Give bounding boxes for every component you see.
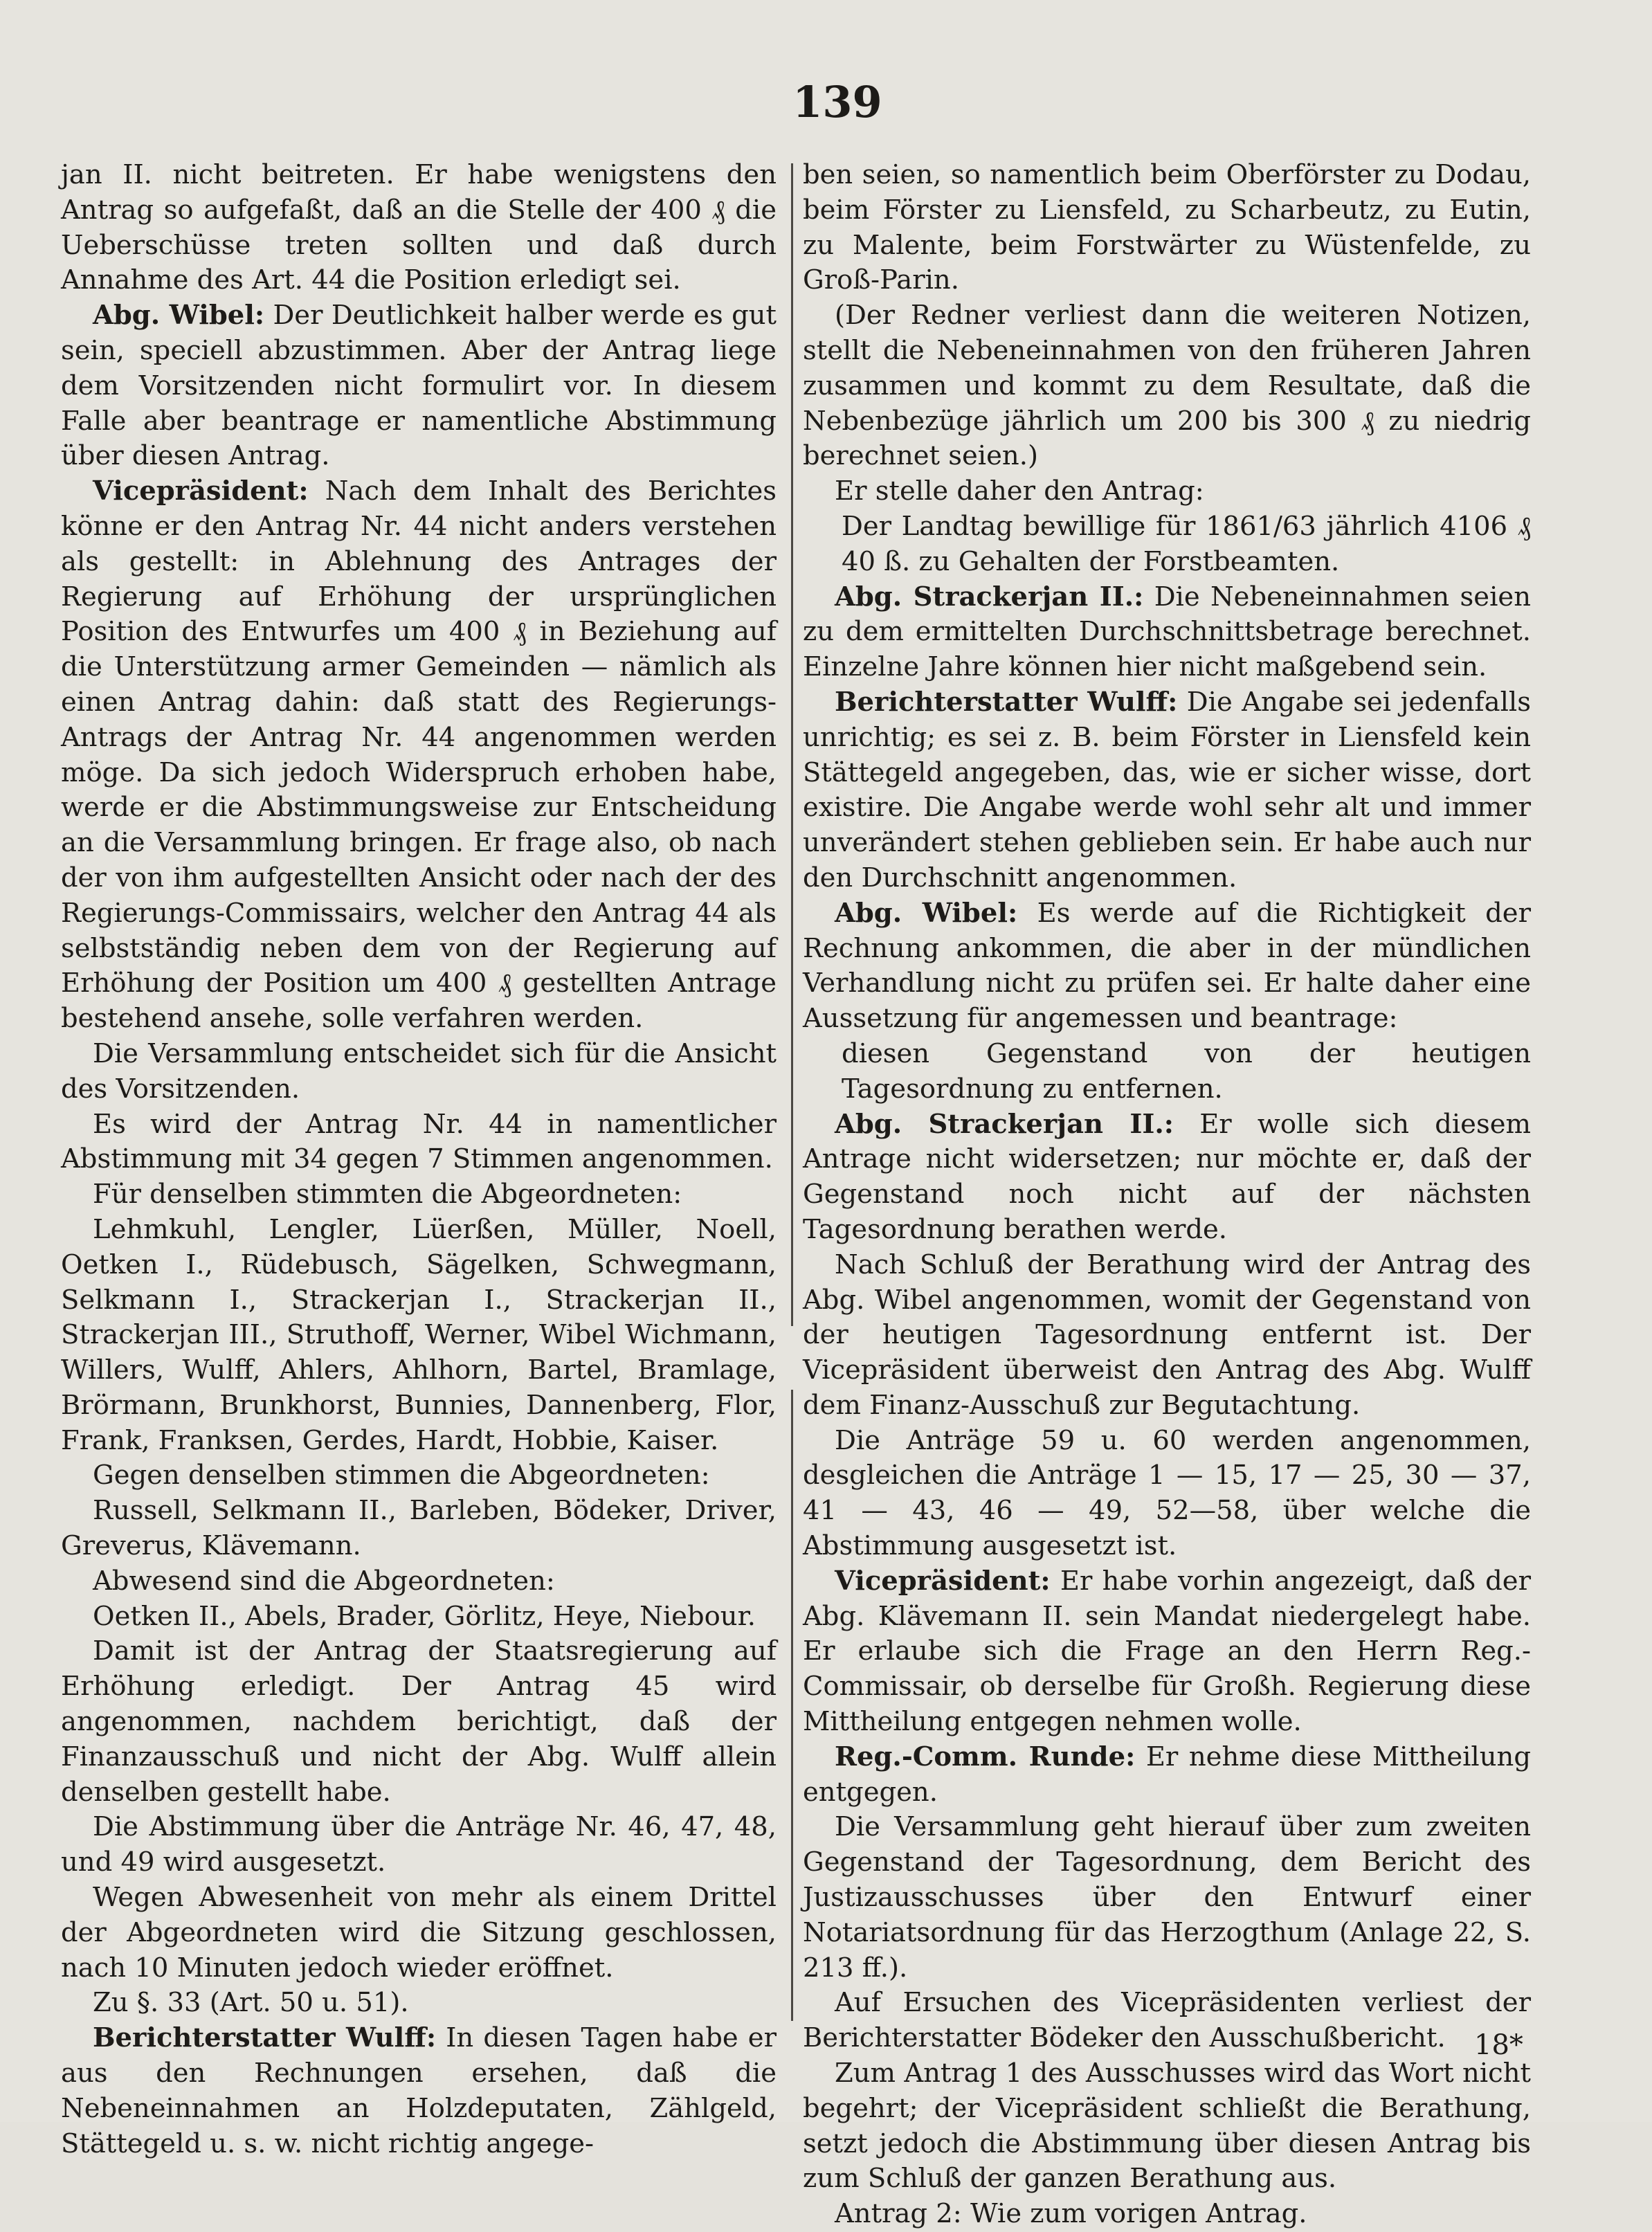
paragraph-text: Zum Antrag 1 des Ausschusses wird das Wort nicht begehrt; der Vicepräsident schließt die Berathung, setzt jedoch die Abstimmung über diesen Antrag bis zum Schluß der ganzen Berathung aus. [803, 2058, 1531, 2195]
left-column [61, 158, 777, 2161]
speaker-label: Vicepräsident: [835, 1565, 1051, 1597]
paragraph [61, 1810, 777, 1880]
paragraph-text: Er nehme diese Mittheilung entgegen. [803, 1741, 1531, 1808]
paragraph [803, 1740, 1531, 1811]
paragraph-text: Zu §. 33 (Art. 50 u. 51). [93, 1987, 409, 2019]
paragraph-text: Die Nebeneinnahmen seien zu dem ermittelten Durchschnittsbetrage berechnet. Einzelne Jahre können hier nicht maßgebend sein. [803, 581, 1531, 683]
paragraph [61, 1599, 777, 1635]
paragraph [61, 1458, 777, 1494]
paragraph-text: (Der Redner verliest dann die weiteren Notizen, stellt die Nebeneinnahmen von den früheren Jahren zusammen und kommt zu dem Resultate, daß die Nebenbezüge jährlich um 200 bis 300 ₰ zu niedrig berechnet seien.) [803, 300, 1531, 472]
paragraph-text: Er stelle daher den Antrag: [835, 475, 1204, 507]
paragraph-text: Gegen denselben stimmen die Abgeordneten: [93, 1460, 710, 1491]
paragraph-text: Wegen Abwesenheit von mehr als einem Drittel der Abgeordneten wird die Sitzung geschlossen, nach 10 Minuten jedoch wieder eröffnet. [61, 1882, 777, 1984]
paragraph [803, 896, 1531, 1037]
paragraph-text: Der Deutlichkeit halber werde es gut sein, speciell abzustimmen. Aber der Antrag liege dem Vorsitzenden nicht formulirt vor. In diesem Falle aber beantrage er namentliche Abstimmung über diesen Antrag. [61, 300, 777, 472]
paragraph [803, 1424, 1531, 1564]
column-divider [791, 163, 793, 1326]
paragraph-text: Oetken II., Abels, Brader, Görlitz, Heye, Niebour. [93, 1600, 756, 1632]
speaker-label: Abg. Wibel: [93, 300, 265, 332]
paragraph-text: Damit ist der Antrag der Staatsregierung auf Erhöhung erledigt. Der Antrag 45 wird angenommen, nachdem berichtigt, daß der Finanzausschuß und nicht der Abg. Wulff allein denselben gestellt habe. [61, 1635, 777, 1808]
paragraph [803, 685, 1531, 896]
paragraph [803, 1248, 1531, 1424]
paragraph [61, 1634, 777, 1810]
paragraph [61, 2021, 777, 2161]
paragraph-text: Russell, Selkmann II., Barleben, Bödeker, Driver, Greverus, Klävemann. [61, 1495, 777, 1562]
paragraph [803, 2056, 1531, 2197]
speaker-label: Vicepräsident: [93, 475, 309, 507]
paragraph-text: Die Angabe sei jedenfalls unrichtig; es sei z. B. beim Förster in Liensfeld kein Stättegeld angegeben, das, wie er sicher wisse, dort existire. Die Angabe werde wohl sehr alt und immer unverändert stehen geblieben sein. Er habe auch nur den Durchschnitt angenommen. [803, 686, 1531, 893]
speaker-label: Abg. Wibel: [835, 897, 1018, 929]
paragraph-text: Die Anträge 59 u. 60 werden angenommen, desgleichen die Anträge 1 — 15, 17 — 25, 30 — 37, 41 — 43, 46 — 49, 52—58, über welche die Abstimmung ausgesetzt ist. [803, 1424, 1531, 1562]
paragraph [61, 474, 777, 1037]
paragraph [61, 298, 777, 474]
paragraph-text: Die Abstimmung über die Anträge Nr. 46, 47, 48, und 49 wird ausgesetzt. [61, 1811, 777, 1878]
paragraph [803, 2197, 1531, 2232]
paragraph [803, 1564, 1531, 1740]
paragraph-text: Nach dem Inhalt des Berichtes könne er den Antrag Nr. 44 nicht anders verstehen als gestellt: in Ablehnung des Antrages der Regierung auf Erhöhung der ursprünglichen Position des Entwurfes um 400 ₰ in Beziehung auf die Unterstützung armer Gemeinden — nämlich als einen Antrag dahin: daß statt des Regierungs-Antrags der Antrag Nr. 44 angenommen werden möge. Da sich jedoch Widerspruch erhoben habe, werde er die Abstimmungsweise zur Entscheidung an die Versammlung bringen. Er frage also, ob nach der von ihm aufgestellten Ansicht oder nach der des Regierungs-Commissairs, welcher den Antrag 44 als selbstständig neben dem von der Regierung auf Erhöhung der Position um 400 ₰ gestellten Antrage bestehend ansehe, solle verfahren werden. [61, 475, 777, 1035]
paragraph [803, 298, 1531, 474]
paragraph-text: Abwesend sind die Abgeordneten: [93, 1565, 555, 1597]
paragraph [61, 1037, 777, 1107]
paragraph-text: Auf Ersuchen des Vicepräsidenten verliest der Berichterstatter Bödeker den Ausschußbericht. [803, 1987, 1531, 2054]
paragraph [61, 1880, 777, 1986]
paragraph [61, 158, 777, 298]
paragraph [803, 158, 1531, 298]
paragraph [803, 1107, 1531, 1248]
paragraph [803, 1986, 1531, 2056]
speaker-label: Reg.-Comm. Runde: [835, 1741, 1136, 1772]
paragraph-text: Die Versammlung geht hierauf über zum zweiten Gegenstand der Tagesordnung, dem Bericht des Justizausschusses über den Entwurf einer Notariatsordnung für das Herzogthum (Anlage 22, S. 213 ff.). [803, 1811, 1531, 1984]
paragraph-text: Es werde auf die Richtigkeit der Rechnung ankommen, die aber in der mündlichen Verhandlung nicht zu prüfen sei. Er halte daher eine Aussetzung für angemessen und beantrage: [803, 897, 1531, 1035]
paragraph-text: Der Landtag bewillige für 1861/63 jährlich 4106 ₰ 40 ß. zu Gehalten der Forstbeamten. [842, 510, 1531, 577]
paragraph [61, 1107, 777, 1178]
motion-block [803, 509, 1531, 580]
right-column [803, 158, 1531, 2232]
paragraph-text: Er wolle sich diesem Antrage nicht widersetzen; nur möchte er, daß der Gegenstand noch nicht auf der nächsten Tagesordnung berathen werde. [803, 1108, 1531, 1245]
paragraph [61, 1213, 777, 1459]
paragraph [803, 580, 1531, 685]
paragraph-text: jan II. nicht beitreten. Er habe wenigstens den Antrag so aufgefaßt, daß an die Stelle der 400 ₰ die Ueberschüsse treten sollten und daß durch Annahme des Art. 44 die Position erledigt sei. [61, 159, 777, 296]
paragraph [803, 1810, 1531, 1986]
paragraph-text: Für denselben stimmten die Abgeordneten: [93, 1179, 682, 1210]
paragraph [803, 474, 1531, 509]
paragraph-text: diesen Gegenstand von der heutigen Tagesordnung zu entfernen. [842, 1037, 1531, 1105]
paragraph-text: Es wird der Antrag Nr. 44 in namentlicher Abstimmung mit 34 gegen 7 Stimmen angenommen. [61, 1108, 777, 1175]
speaker-label: Berichterstatter Wulff: [93, 2022, 437, 2054]
paragraph [61, 1986, 777, 2021]
paragraph-text: ben seien, so namentlich beim Oberförster zu Dodau, beim Förster zu Liensfeld, zu Scharbeutz, zu Eutin, zu Malente, beim Forstwärter zu Wüstenfelde, zu Groß-Parin. [803, 159, 1531, 296]
paragraph [61, 1564, 777, 1599]
speaker-label: Abg. Strackerjan II.: [835, 581, 1144, 613]
paragraph-text: Er habe vorhin angezeigt, daß der Abg. Klävemann II. sein Mandat niedergelegt habe. Er erlaube sich die Frage an den Herrn Reg.-Commissair, ob derselbe für Großh. Regierung diese Mittheilung entgegen nehmen wolle. [803, 1565, 1531, 1738]
paragraph [61, 1494, 777, 1564]
speaker-label: Berichterstatter Wulff: [835, 686, 1178, 718]
paragraph-text: Antrag 2: Wie zum vorigen Antrag. [835, 2198, 1307, 2230]
column-divider [791, 1390, 793, 2021]
paragraph-text: In diesen Tagen habe er aus den Rechnungen ersehen, daß die Nebeneinnahmen an Holzdeputaten, Zählgeld, Stättegeld u. s. w. nicht richtig angege- [61, 2022, 777, 2159]
paragraph-text: Die Versammlung entscheidet sich für die Ansicht des Vorsitzenden. [61, 1037, 777, 1105]
signature-mark: 18* [1474, 2029, 1523, 2061]
paragraph-text: Nach Schluß der Berathung wird der Antrag des Abg. Wibel angenommen, womit der Gegenstand von der heutigen Tagesordnung entfernt ist. Der Vicepräsident überweist den Antrag des Abg. Wulff dem Finanz-Ausschuß zur Begutachtung. [803, 1249, 1531, 1421]
page-number: 139 [792, 77, 882, 127]
speaker-label: Abg. Strackerjan II.: [835, 1108, 1174, 1140]
motion-block [803, 1037, 1531, 1107]
paragraph-text: Lehmkuhl, Lengler, Lüerßen, Müller, Noell, Oetken I., Rüdebusch, Sägelken, Schwegmann, Selkmann I., Strackerjan I., Strackerjan II., Strackerjan III., Struthoff, Werner, Wibel Wichmann, Willers, Wulff, Ahlers, Ahlhorn, Bartel, Bramlage, Brörmann, Brunkhorst, Bunnies, Dannenberg, Flor, Frank, Franksen, Gerdes, Hardt, Hobbie, Kaiser. [61, 1213, 777, 1456]
paragraph [61, 1177, 777, 1213]
